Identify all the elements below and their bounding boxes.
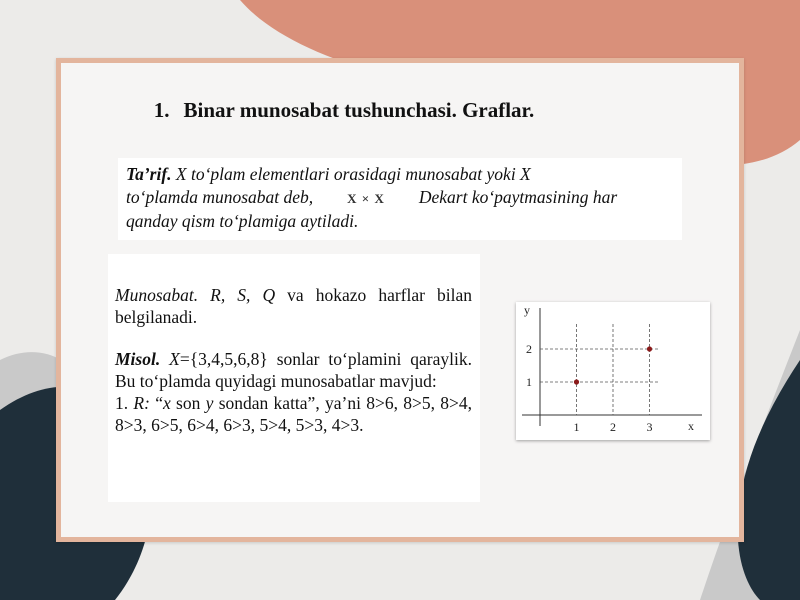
graph-canvas [516,302,710,440]
cartesian-product: X × X [347,191,385,206]
definition-line-1 [126,163,674,186]
y-tick-label-2: 2 [526,342,532,356]
main-text-box [108,254,480,502]
definition-line-2 [126,186,674,210]
definition-text-2a: to‘plamda munosabat deb, [126,187,314,207]
y-axis-label: y [524,303,530,317]
example-text: ={3,4,5,6,8} sonlar to‘plamini qaraylik. Bu to‘plamda quyidagi munosabatlar mavjud: [115,349,472,391]
relation-graph [516,302,710,440]
x-tick-label-1: 1 [573,420,580,434]
title-text: Binar munosabat tushunchasi. Graflar. [183,98,535,122]
y-tick-label-1: 1 [526,375,532,389]
definition-text-1: X to‘plam elementlari orasidagi munosabat yoki X [175,164,531,184]
relation-quote: “ [149,393,163,413]
relation-name: R: [133,393,150,413]
notation-italic: Munosabat. R, S, Q [115,285,276,305]
notation-rest: va hokazo harflar bilan belgilanadi. [115,285,472,327]
paragraph-example [115,348,472,392]
graph-point-2 [647,346,652,351]
graph-point-1 [574,379,579,384]
x-tick-label-3: 3 [646,420,653,434]
x-axis-label: x [688,419,694,433]
definition-lead: Ta’rif. [126,164,172,184]
definition-box [118,158,682,240]
relation-number: 1. [115,393,129,413]
relation-x: x [162,393,171,413]
paragraph-relation [115,392,472,436]
x-tick-label-2: 2 [610,420,616,434]
relation-rest: sondan katta”, ya’ni 8>6, 8>5, 8>4, 8>3, 6>5, 6>4, 6>3, 5>4, 5>3, 4>3. [115,393,473,435]
example-lead: Misol. [115,349,161,369]
definition-line-3: qanday qism to‘plamiga aytiladi. [126,211,359,231]
example-var: X [169,349,180,369]
paragraph-notation [115,284,472,328]
relation-y: y [205,393,214,413]
title-number: 1. [153,98,170,122]
dark-blob-right [738,360,800,600]
relation-son: son [170,393,206,413]
definition-text-2b: Dekart ko‘paytmasining har [418,187,618,207]
slide-title [0,98,688,123]
